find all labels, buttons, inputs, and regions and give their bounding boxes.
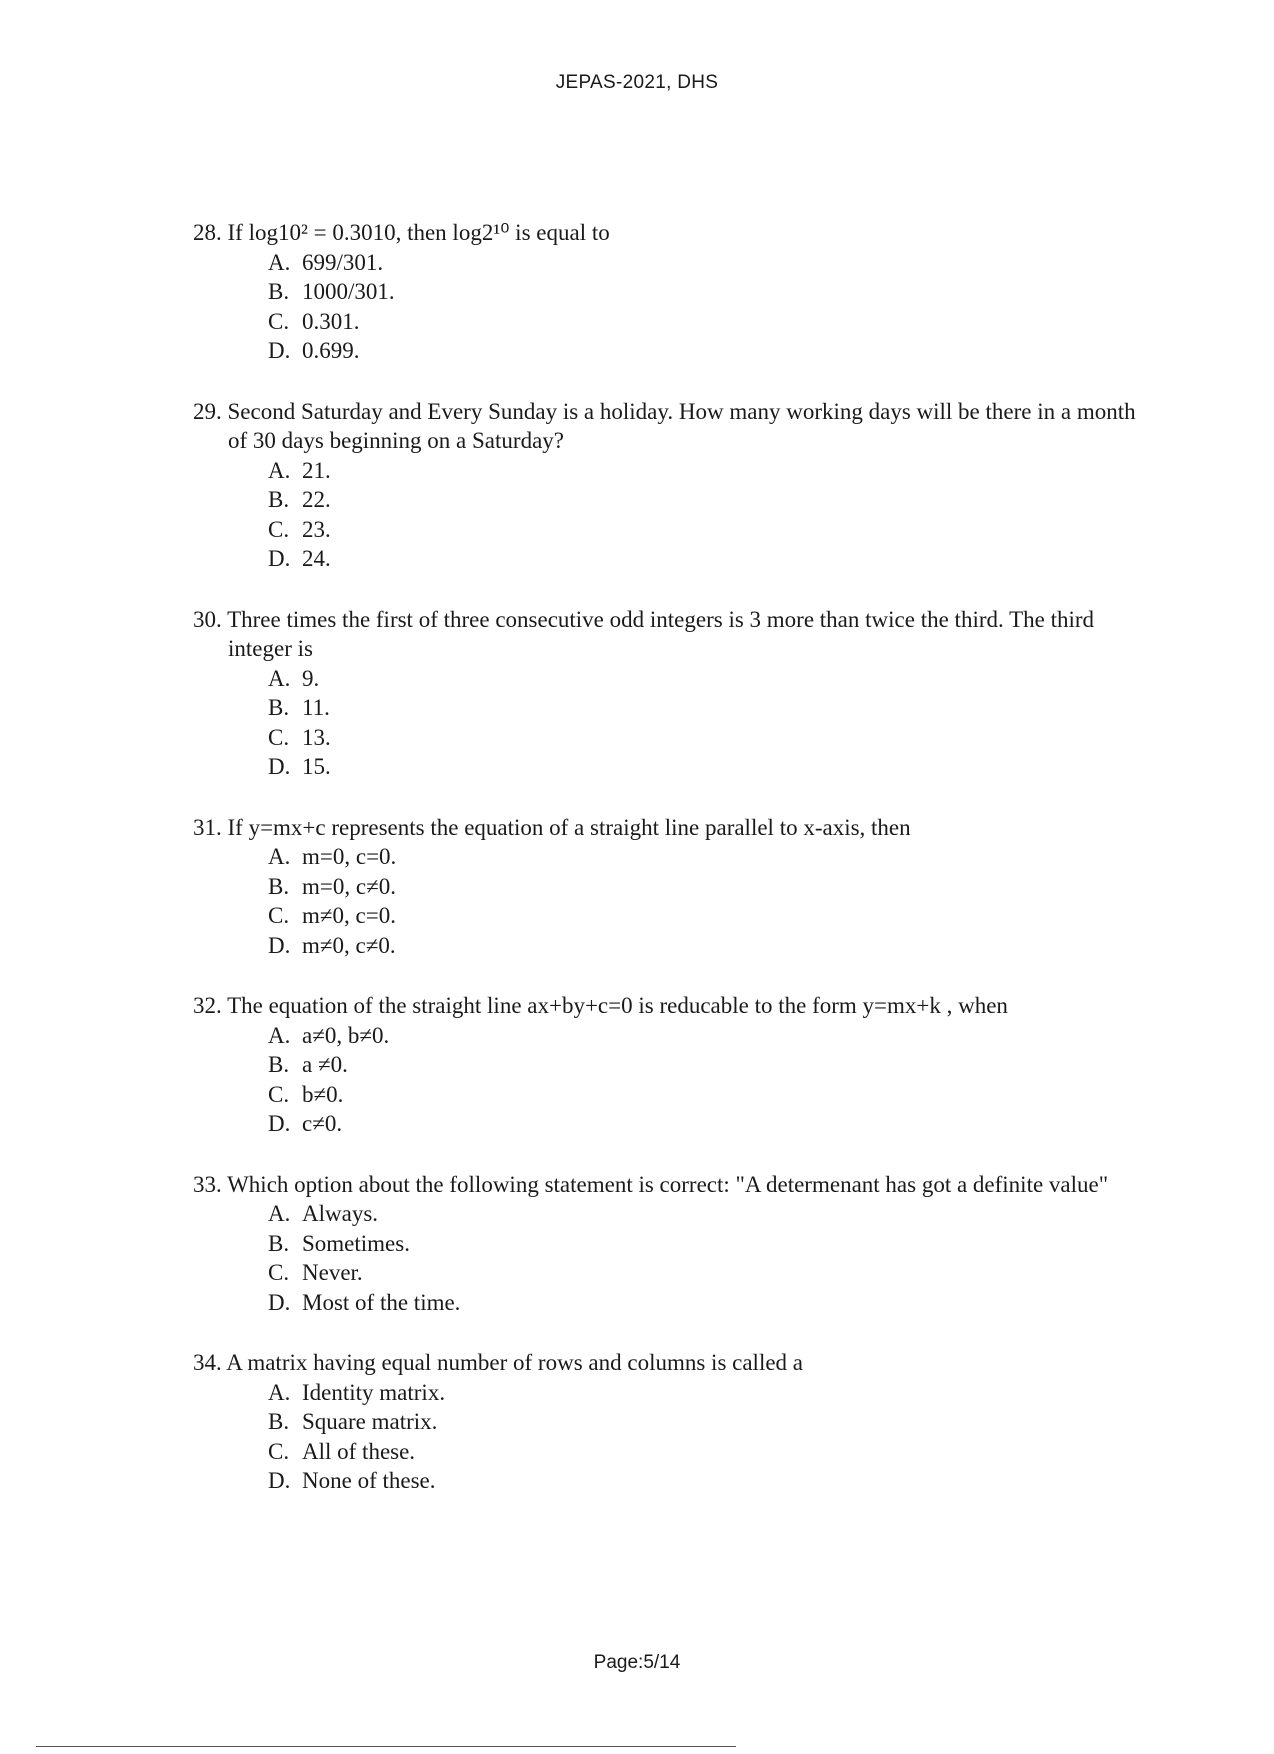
option-b (193, 872, 1153, 902)
option-d (193, 1288, 1153, 1318)
page-header: JEPAS-2021, DHS (555, 72, 719, 93)
question-32 (193, 991, 1153, 1139)
option-letter: B. (268, 1230, 290, 1256)
question-text (193, 1348, 1153, 1378)
question-text (193, 397, 1153, 456)
option-list (193, 248, 1153, 366)
option-letter: C. (268, 1438, 290, 1464)
option-text: Always. (302, 1201, 379, 1226)
option-letter: D. (268, 754, 291, 779)
option-letter: A. (268, 1201, 291, 1226)
option-a (193, 248, 1153, 278)
option-text: 22. (302, 487, 331, 512)
option-text: b≠0. (302, 1081, 344, 1107)
option-d (193, 336, 1153, 366)
option-text: Square matrix. (302, 1409, 438, 1434)
option-list (193, 456, 1153, 574)
option-a (193, 664, 1153, 694)
option-text: 11. (302, 695, 330, 720)
option-text: 0.699. (302, 338, 360, 363)
question-body: Three times the first of three consecutive odd integers is 3 more than twice the third. The third integer is (227, 606, 1095, 661)
option-text: m=0, c=0. (302, 844, 397, 869)
question-number: 29. (193, 398, 222, 424)
option-list (193, 664, 1153, 782)
question-body: Which option about the following statement is correct: "A determenant has got a definite value" (227, 1171, 1109, 1197)
option-text: All of these. (302, 1438, 416, 1464)
option-text: a≠0, b≠0. (302, 1022, 390, 1048)
question-number: 32. (193, 993, 222, 1018)
question-31 (193, 813, 1153, 961)
question-28 (193, 218, 1153, 366)
option-letter: C. (268, 1260, 290, 1285)
question-body: Second Saturday and Every Sunday is a holiday. How many working days will be there in a month of 30 days beginning on a Saturday? (227, 398, 1136, 453)
option-text: 24. (302, 546, 331, 571)
option-text: None of these. (302, 1468, 436, 1493)
option-letter: D. (268, 338, 291, 363)
option-letter: A. (268, 457, 291, 483)
option-letter: C. (268, 724, 290, 750)
option-letter: D. (268, 1289, 291, 1315)
bottom-rule (36, 1746, 736, 1747)
option-letter: B. (268, 279, 290, 304)
option-letter: C. (268, 1081, 290, 1107)
option-c (193, 1437, 1153, 1467)
option-text: Sometimes. (302, 1230, 410, 1256)
option-a (193, 1378, 1153, 1408)
option-letter: A. (268, 665, 291, 691)
option-d (193, 931, 1153, 961)
question-29 (193, 397, 1153, 574)
page-number: Page:5/14 (593, 1652, 681, 1673)
question-text (193, 1170, 1153, 1200)
option-d (193, 752, 1153, 782)
option-a (193, 1199, 1153, 1229)
option-text: 9. (302, 665, 320, 691)
option-text: Identity matrix. (302, 1379, 446, 1405)
option-a (193, 842, 1153, 872)
option-list (193, 1199, 1153, 1317)
option-b (193, 277, 1153, 307)
option-letter: A. (268, 1379, 291, 1405)
option-letter: A. (268, 844, 291, 869)
option-b (193, 1407, 1153, 1437)
option-text: 13. (302, 724, 331, 750)
option-text: 15. (302, 754, 331, 779)
option-text: 1000/301. (302, 279, 395, 304)
option-d (193, 544, 1153, 574)
question-body: A matrix having equal number of rows and columns is called a (226, 1350, 804, 1375)
option-text: 0.301. (302, 308, 360, 334)
option-text: Most of the time. (302, 1289, 461, 1315)
option-text: 23. (302, 516, 331, 542)
question-number: 28. (193, 220, 222, 245)
question-text (193, 218, 1153, 248)
question-number: 30. (193, 606, 222, 632)
option-letter: B. (268, 1052, 290, 1077)
question-text (193, 813, 1153, 843)
question-30 (193, 605, 1153, 782)
option-c (193, 1258, 1153, 1288)
option-text: m=0, c≠0. (302, 873, 396, 899)
question-text (193, 605, 1153, 664)
option-text: Never. (302, 1260, 363, 1285)
question-34 (193, 1348, 1153, 1496)
option-a (193, 456, 1153, 486)
option-letter: D. (268, 1111, 291, 1136)
question-33 (193, 1170, 1153, 1318)
option-text: c≠0. (302, 1111, 343, 1136)
option-text: m≠0, c≠0. (302, 932, 396, 958)
option-letter: A. (268, 1022, 291, 1048)
option-letter: D. (268, 932, 291, 958)
option-b (193, 693, 1153, 723)
option-c (193, 515, 1153, 545)
question-number: 33. (193, 1171, 222, 1197)
question-list (193, 218, 1153, 1527)
question-body: The equation of the straight line ax+by+c=0 is reducable to the form y=mx+k , when (227, 993, 1008, 1018)
option-c (193, 1080, 1153, 1110)
option-letter: C. (268, 516, 290, 542)
question-body: If y=mx+c represents the equation of a straight line parallel to x-axis, then (227, 814, 911, 840)
question-body: If log10² = 0.3010, then log2¹⁰ is equal to (227, 220, 610, 245)
option-list (193, 1021, 1153, 1139)
option-text: m≠0, c=0. (302, 903, 396, 928)
option-list (193, 1378, 1153, 1496)
option-letter: D. (268, 546, 291, 571)
option-letter: B. (268, 695, 290, 720)
option-list (193, 842, 1153, 960)
option-letter: D. (268, 1468, 291, 1493)
option-c (193, 723, 1153, 753)
option-b (193, 1050, 1153, 1080)
option-text: 21. (302, 457, 331, 483)
option-b (193, 485, 1153, 515)
option-a (193, 1021, 1153, 1051)
question-number: 34. (193, 1350, 222, 1375)
question-number: 31. (193, 814, 222, 840)
option-letter: C. (268, 308, 290, 334)
option-letter: C. (268, 903, 290, 928)
option-text: a ≠0. (302, 1052, 348, 1077)
option-text: 699/301. (302, 249, 384, 275)
option-letter: B. (268, 873, 290, 899)
option-letter: B. (268, 1409, 290, 1434)
option-c (193, 901, 1153, 931)
option-b (193, 1229, 1153, 1259)
option-c (193, 307, 1153, 337)
question-text (193, 991, 1153, 1021)
option-letter: B. (268, 487, 290, 512)
option-d (193, 1466, 1153, 1496)
option-letter: A. (268, 249, 291, 275)
option-d (193, 1109, 1153, 1139)
